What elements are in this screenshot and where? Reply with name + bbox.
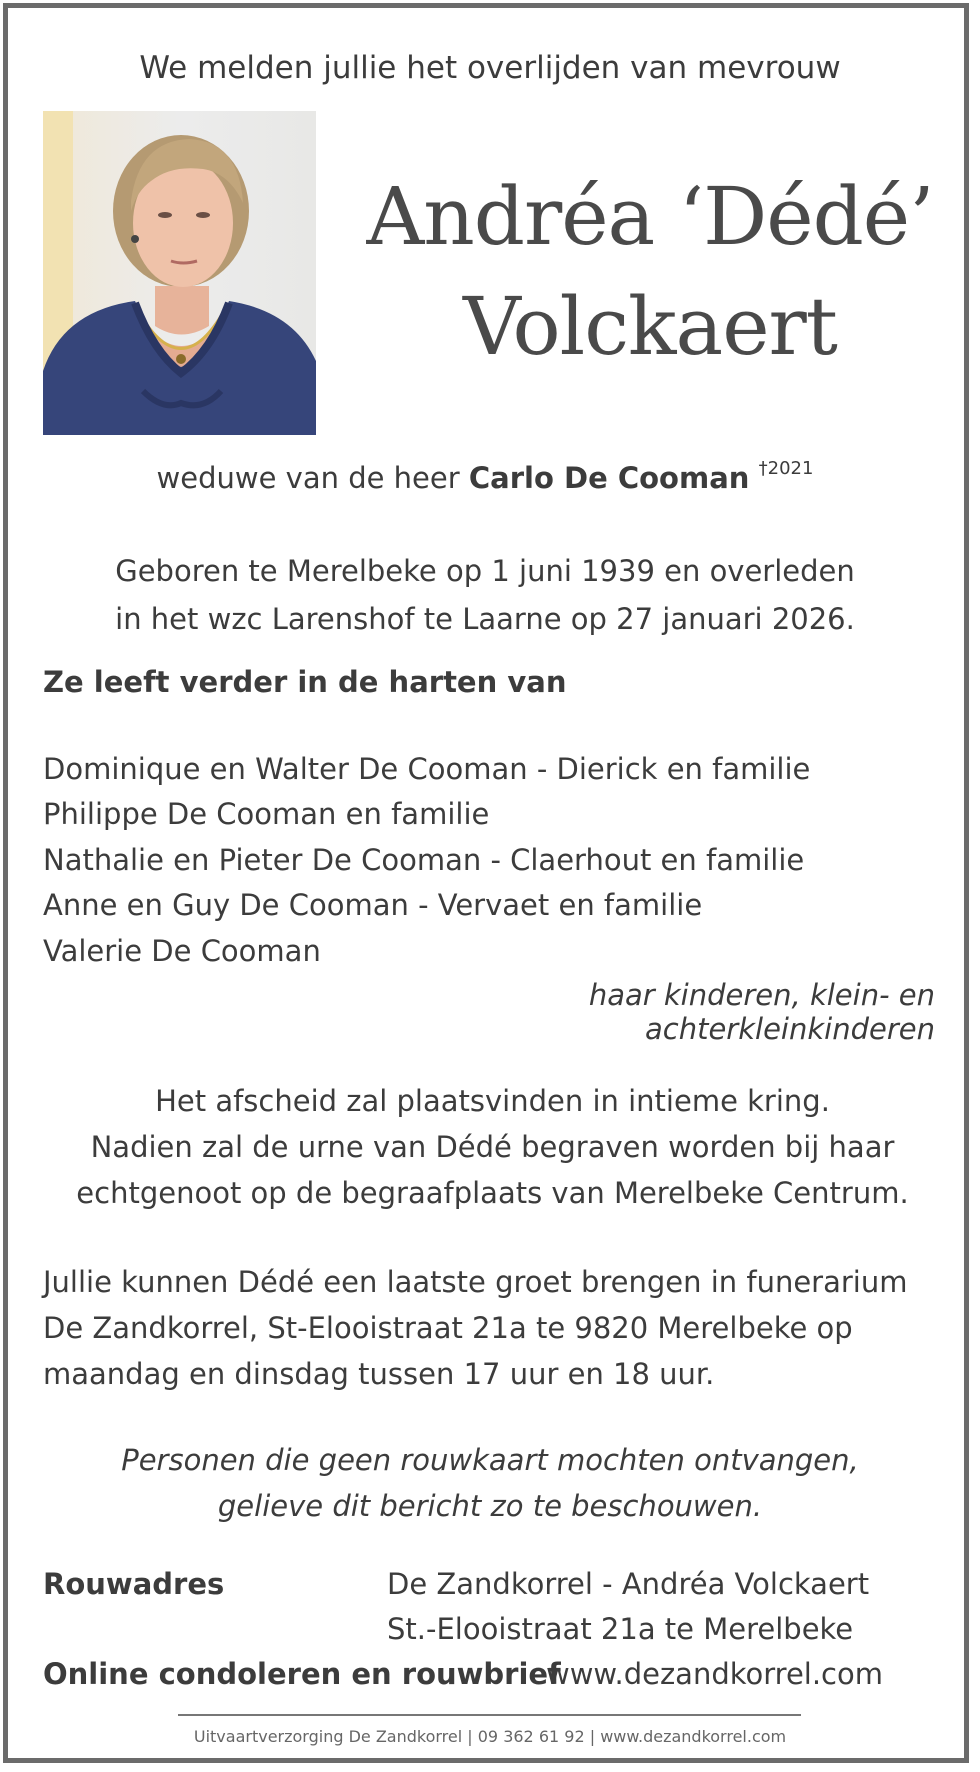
announcement-text: We melden jullie het overlijden van mevrouw	[139, 50, 841, 86]
notice-text	[40, 1437, 940, 1529]
born-line-1: Geboren te Merelbeke op 1 juni 1939 en overleden	[115, 554, 855, 588]
family-line: Valerie De Cooman	[43, 934, 321, 968]
visit-line-2: De Zandkorrel, St-Elooistraat 21a te 9820 Merelbeke op	[43, 1311, 853, 1345]
family-line: Dominique en Walter De Cooman - Dierick en familie	[43, 752, 811, 786]
portrait-photo	[43, 111, 316, 435]
visit-line-3: maandag en dinsdag tussen 17 uur en 18 uur.	[43, 1357, 715, 1391]
family-line: Philippe De Cooman en familie	[43, 797, 490, 831]
born-line-2: in het wzc Larenshof te Laarne op 27 januari 2026.	[115, 602, 855, 636]
widow-line	[40, 458, 930, 495]
widow-prefix: weduwe van de heer	[156, 461, 469, 495]
address-label: Rouwadres	[43, 1567, 225, 1601]
family-subtitle: haar kinderen, klein- en achterkleinkinderen	[588, 978, 935, 1046]
family-line: Nathalie en Pieter De Cooman - Claerhout en familie	[43, 843, 805, 877]
farewell-line-2: Nadien zal de urne van Dédé begraven worden bij haar	[90, 1130, 895, 1164]
family-line: Anne en Guy De Cooman - Vervaet en familie	[43, 888, 703, 922]
farewell-text	[40, 1078, 945, 1216]
address-line-2: St.-Elooistraat 21a te Merelbeke	[387, 1612, 854, 1646]
deceased-first-name: Andréa ‘Dédé’	[366, 170, 934, 263]
visit-text	[43, 1259, 943, 1397]
notice-line-1: Personen die geen rouwkaart mochten ontvangen,	[121, 1443, 859, 1477]
husband-death-year: †2021	[758, 458, 814, 479]
footer-text: Uitvaartverzorging De Zandkorrel | 09 362 61 92 | www.dezandkorrel.com	[193, 1727, 787, 1746]
online-label: Online condoleren en rouwbrief	[43, 1657, 561, 1691]
online-url-link[interactable]: www.dezandkorrel.com	[546, 1657, 883, 1691]
farewell-line-3: echtgenoot op de begraafplaats van Merelbeke Centrum.	[76, 1176, 909, 1210]
notice-line-2: gelieve dit bericht zo te beschouwen.	[217, 1489, 763, 1523]
husband-name: Carlo De Cooman	[468, 461, 750, 495]
farewell-line-1: Het afscheid zal plaatsvinden in intieme kring.	[155, 1084, 830, 1118]
hearts-title: Ze leeft verder in de harten van	[43, 665, 567, 699]
deceased-last-name: Volckaert	[463, 280, 837, 373]
visit-line-1: Jullie kunnen Dédé een laatste groet brengen in funerarium	[43, 1265, 908, 1299]
footer-divider	[178, 1714, 801, 1716]
birth-death-text	[40, 547, 930, 643]
address-line-1: De Zandkorrel - Andréa Volckaert	[387, 1567, 870, 1601]
